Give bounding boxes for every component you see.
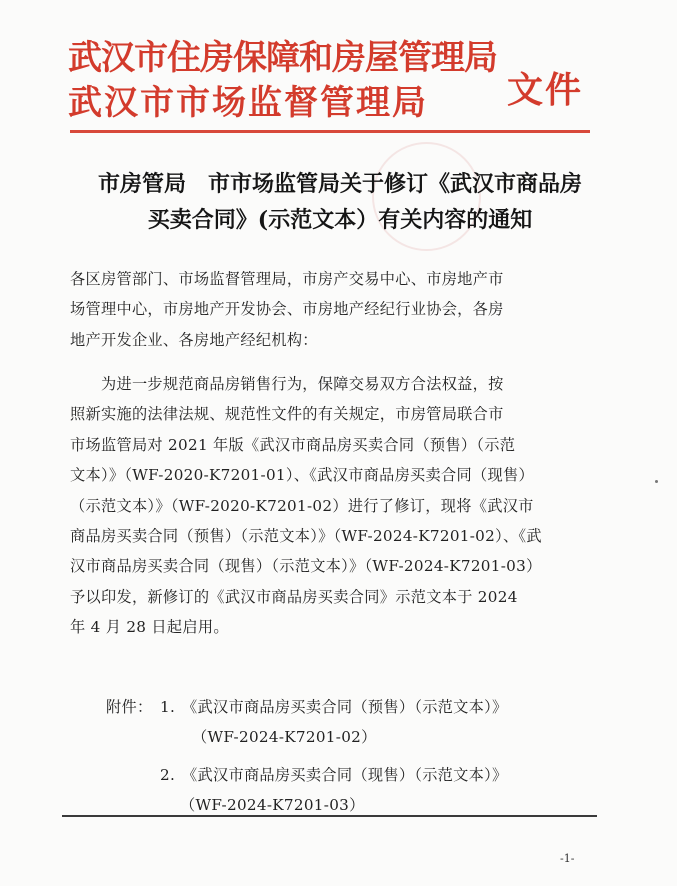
attachments-label: 附件： [106, 698, 153, 716]
title-line-2: 买卖合同》(示范文本）有关内容的通知 [147, 207, 533, 233]
title-line-1: 市房管局 市市场监管局关于修订《武汉市商品房 [97, 171, 582, 197]
attachment-1-code: （WF-2024-K7201-02） [192, 728, 377, 746]
body-line: 为进一步规范商品房销售行为，保障交易双方合法权益，按 [70, 375, 504, 393]
attachment-2-title: 《武汉市商品房买卖合同（现售）（示范文本）》 [182, 766, 508, 784]
scan-speck [655, 480, 658, 483]
attachment-2-number: 2. [160, 766, 176, 784]
page-number: -1- [560, 852, 575, 865]
attachment-1-number: 1. [160, 698, 176, 716]
addressee-line: 各区房管部门、市场监督管理局，市房产交易中心、市房地产市 [70, 270, 504, 288]
footer-rule [62, 815, 597, 817]
attachment-1-title: 《武汉市商品房买卖合同（预售）（示范文本）》 [182, 698, 508, 716]
org-name-housing-bureau: 武汉市住房保障和房屋管理局 [68, 38, 497, 78]
document-type-label: 文件 [507, 69, 584, 111]
header-red-rule [70, 130, 590, 133]
body-line: （示范文本）》（WF-2020-K7201-02）进行了修订，现将《武汉市 [70, 496, 534, 515]
addressee-line: 地产开发企业、各房地产经纪机构： [70, 330, 318, 349]
body-line: 予以印发，新修订的《武汉市商品房买卖合同》示范文本于 2024 [70, 587, 518, 606]
org-name-market-regulation-bureau: 武汉市市场监督管理局 [68, 83, 428, 123]
body-line: 年 4 月 28 日起启用。 [70, 618, 229, 637]
attachment-2-code: （WF-2024-K7201-03） [180, 796, 365, 814]
body-line: 商品房买卖合同（预售）（示范文本）》（WF-2024-K7201-02）、《武 [70, 526, 542, 545]
addressee-block [70, 264, 595, 355]
notice-title [60, 166, 620, 238]
body-line: 汉市商品房买卖合同（现售）（示范文本）》（WF-2024-K7201-03） [70, 557, 542, 576]
body-line: 照新实施的法律法规、规范性文件的有关规定，市房管局联合市 [70, 405, 504, 424]
body-line: 文本）》（WF-2020-K7201-01）、《武汉市商品房买卖合同（现售） [70, 466, 534, 485]
body-line: 市场监管局对 2021 年版《武汉市商品房买卖合同（预售）（示范 [70, 435, 516, 454]
notice-body-paragraph [70, 369, 595, 643]
addressee-line: 场管理中心，市房地产开发协会、市房地产经纪行业协会，各房 [70, 300, 504, 319]
